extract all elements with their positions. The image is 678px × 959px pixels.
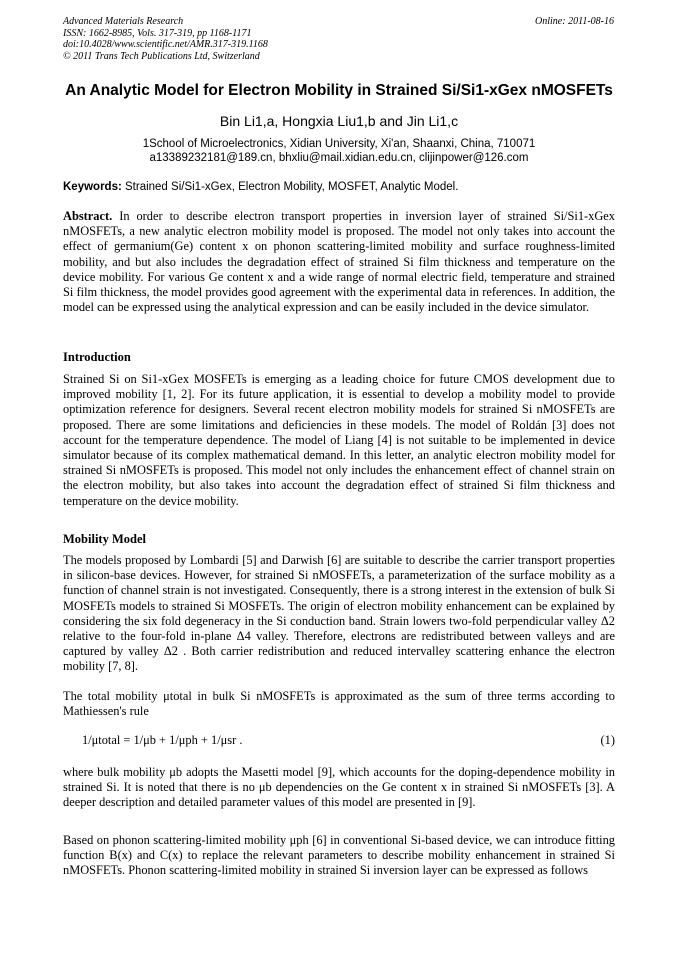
abstract xyxy=(63,209,615,315)
journal-copyright: © 2011 Trans Tech Publications Ltd, Switzerland xyxy=(63,50,260,62)
affiliation: 1School of Microelectronics, Xidian University, Xi'an, Shaanxi, China, 710071 xyxy=(142,138,536,150)
paper-title: An Analytic Model for Electron Mobility in Strained Si/Si1-xGex nMOSFETs xyxy=(65,82,613,99)
journal-issn: ISSN: 1662-8985, Vols. 317-319, pp 1168-1171 xyxy=(63,27,252,39)
bulk-mobility-paragraph: where bulk mobility μb adopts the Masetti model [9], which accounts for the doping-dependence mobility in strained Si. It is noted that there is no μb dependencies on the Ge content x in strained Si nMOSFETs [3]. A deeper description and detailed parameter values of this model are presented in [9]. xyxy=(63,765,615,810)
section-heading-introduction: Introduction xyxy=(63,350,131,364)
section-heading-mobility-model: Mobility Model xyxy=(63,532,146,546)
abstract-label: Abstract. xyxy=(63,209,113,223)
affiliation-block xyxy=(0,137,678,165)
equation-1-number: (1) xyxy=(600,733,615,747)
phonon-mobility-paragraph: Based on phonon scattering-limited mobility μph [6] in conventional Si-based device, we can introduce fitting function B(x) and C(x) to replace the relevant parameters to describe mobility enhancement in strained Si nMOSFETs. Phonon scattering-limited mobility in strained Si inversion layer can be expressed as follows xyxy=(63,833,615,878)
keywords-label: Keywords: xyxy=(63,181,122,193)
author-emails: a13389232181@189.cn, bhxliu@mail.xidian.edu.cn, clijinpower@126.com xyxy=(149,152,529,164)
abstract-text: In order to describe electron transport properties in inversion layer of strained Si/Si1-xGex nMOSFETs, a new analytic electron mobility model is proposed. The model not only takes into account the effect of germanium(Ge) content x on phonon scattering-limited mobility and surface roughness-limited mobility, and but also includes the degradation effect of strained Si film thickness and temperature on the device mobility. For various Ge content x and a wide range of normal electric field, temperature and strained Si film thickness, the model provides good agreement with the experimental data in references. In addition, the model can be expressed using the analytical expression and can be easily included in the device simulator. xyxy=(63,209,615,315)
equation-1-formula: 1/μtotal = 1/μb + 1/μph + 1/μsr . xyxy=(82,733,243,747)
author-list: Bin Li1,a, Hongxia Liu1,b and Jin Li1,c xyxy=(219,113,459,129)
keywords-line xyxy=(63,181,615,193)
keywords-text: Strained Si/Si1-xGex, Electron Mobility, MOSFET, Analytic Model. xyxy=(125,181,459,193)
mobility-paragraph: The models proposed by Lombardi [5] and Darwish [6] are suitable to describe the carrier transport properties in silicon-base devices. However, for strained Si nMOSFETs, a parameterization of the surface mobility as a function of channel strain is not investigated. Consequently, there is a strong interest in the extension of bulk Si MOSFETs models to strained Si MOSFETs. The origin of electron mobility enhancement can be explained by considering the six fold degeneracy in the Si conduction band. Strain lowers two-fold perpendicular valley Δ2 relative to the four-fold in-plane Δ4 valley. Therefore, electrons are redistributed between valleys and are captured by valley Δ2 . Both carrier redistribution and reduced intervalley scattering enhance the electron mobility [7, 8]. xyxy=(63,553,615,674)
journal-name: Advanced Materials Research xyxy=(63,16,184,27)
total-mobility-paragraph: The total mobility μtotal in bulk Si nMOSFETs is approximated as the sum of three terms according to Mathiessen's rule xyxy=(63,689,615,719)
journal-doi: doi:10.4028/www.scientific.net/AMR.317-319.1168 xyxy=(63,39,268,50)
online-date: Online: 2011-08-16 xyxy=(535,16,614,27)
equation-1 xyxy=(82,722,615,762)
introduction-paragraph: Strained Si on Si1-xGex MOSFETs is emerging as a leading choice for future CMOS development due to improved mobility [1, 2]. For its future application, it is essential to develop a mobility model to provide optimization reference for designers. Several recent electron mobility models for strained Si nMOSFETs are proposed. There are some limitations and deficiencies in these models. The model of Roldán [3] does not account for the temperature dependence. The model of Liang [4] is not suitable to be implemented in device simulator because of its complex mathematical demand. In this letter, an analytic electron mobility model for strained Si nMOSFETs is proposed. This model not only includes the enhancement effect of channel strain on the electron mobility, but also takes into account the degradation effect of strained Si film thickness and temperature on the device mobility. xyxy=(63,372,615,508)
journal-header xyxy=(63,16,268,62)
